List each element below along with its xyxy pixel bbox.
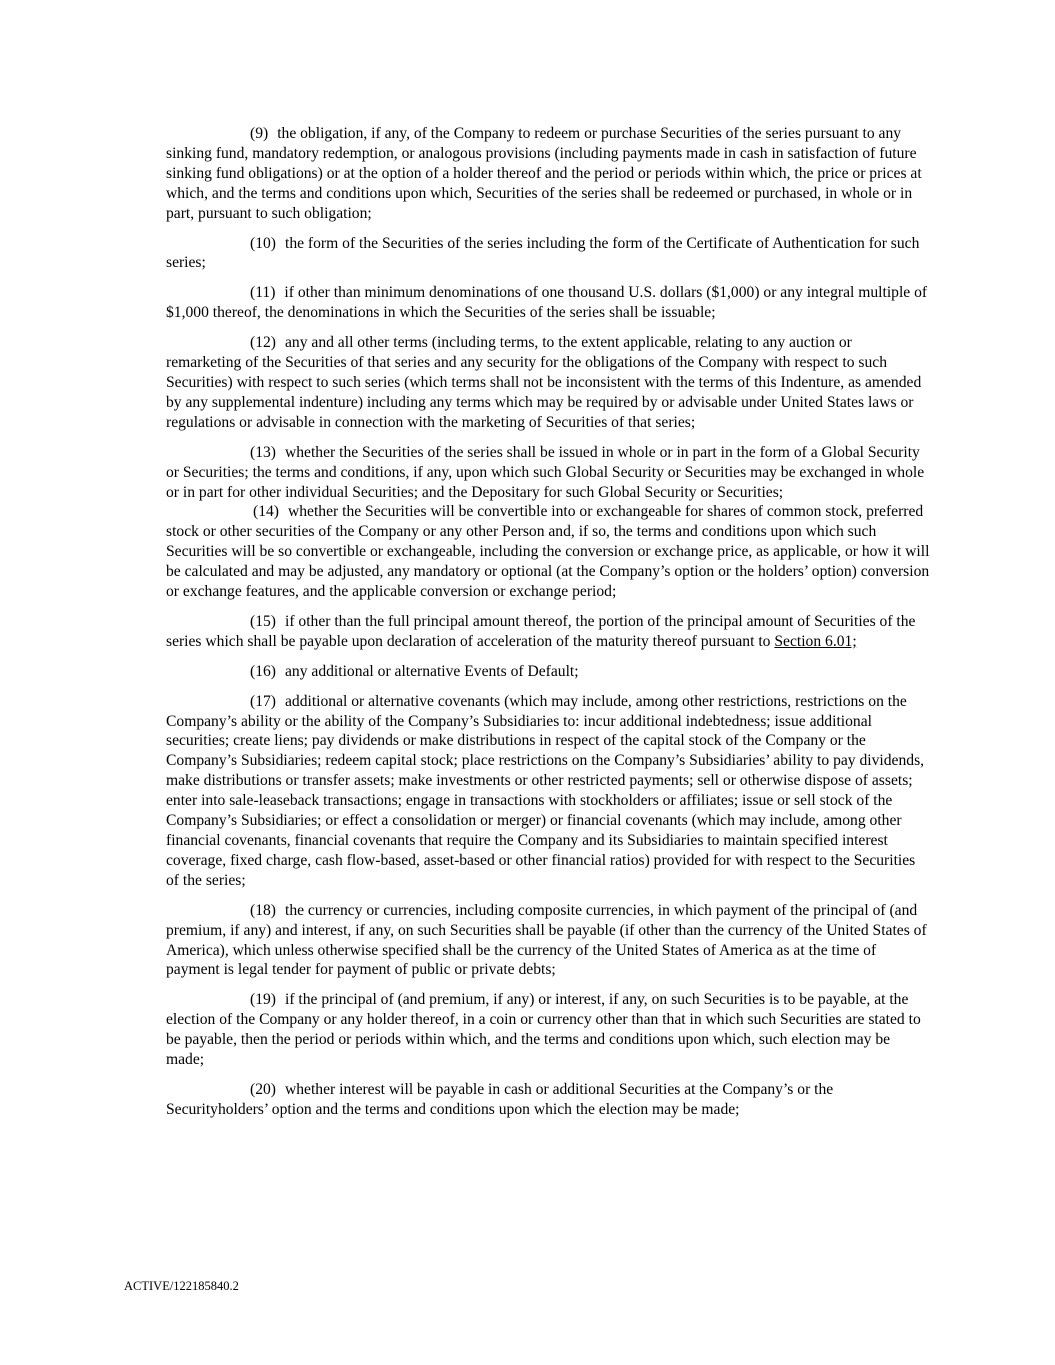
clause-12 <box>166 333 930 433</box>
clause-16 <box>166 662 930 682</box>
clause-text: if other than minimum denominations of one thousand U.S. dollars ($1,000) or any integral multiple of $1,000 thereof, the denominations in which the Securities of the series shall be issuable; <box>166 284 928 322</box>
clause-11 <box>166 283 930 323</box>
clause-text: the obligation, if any, of the Company to redeem or purchase Securities of the series pursuant to any sinking fund, mandatory redemption, or analogous provisions (including payments made in cash in satisfaction of future sinking fund obligations) or at the option of a holder thereof and the period or periods within which, the price or prices at which, and the terms and conditions upon which, Securities of the series shall be redeemed or purchased, in whole or in part, pursuant to such obligation; <box>166 125 922 222</box>
clause-number: (14) <box>253 503 279 521</box>
clause-10 <box>166 234 930 274</box>
clause-17 <box>166 692 930 891</box>
clause-number: (16) <box>250 662 276 680</box>
document-body <box>166 124 930 1130</box>
clause-text: any additional or alternative Events of Default; <box>284 662 579 680</box>
document-footer-id: ACTIVE/122185840.2 <box>124 1279 239 1293</box>
clause-text: if other than the full principal amount thereof, the portion of the principal amount of Securities of the series which shall be payable upon declaration of acceleration of the maturity thereof pursuant to <box>166 612 916 650</box>
clause-number: (17) <box>250 692 276 710</box>
clause-text: if the principal of (and premium, if any) or interest, if any, on such Securities is to be payable, at the election of the Company or any holder thereof, in a coin or currency other than that in which such Securities are stated to be payable, then the period or periods within which, and the terms and conditions upon which, such election may be made; <box>166 991 921 1069</box>
clause-text: additional or alternative covenants (which may include, among other restrictions, restrictions on the Company’s ability or the ability of the Company’s Subsidiaries to: incur additional indebtedness; issue additional securities; create liens; pay dividends or make distributions in respect of the capital stock of the Company or the Company’s Subsidiaries; redeem capital stock; place restrictions on the Company’s Subsidiaries’ ability to pay dividends, make distributions or transfer assets; make investments or other restricted payments; sell or otherwise dispose of assets; enter into sale-leaseback transactions; engage in transactions with stockholders or affiliates; issue or sell stock of the Company’s Subsidiaries; or effect a consolidation or merger) or financial covenants (which may include, among other financial covenants, financial covenants that require the Company and its Subsidiaries to maintain specified interest coverage, fixed charge, cash flow-based, asset-based or other financial ratios) provided for with respect to the Securities of the series; <box>166 692 925 889</box>
clause-number: (20) <box>250 1080 276 1098</box>
clause-number: (18) <box>250 901 276 919</box>
section-reference-link[interactable]: Section 6.01; <box>774 632 857 650</box>
clause-20 <box>166 1080 930 1120</box>
clause-number: (12) <box>250 334 276 352</box>
clause-18 <box>166 901 930 981</box>
clause-9 <box>166 124 930 224</box>
clause-number: (15) <box>250 612 276 630</box>
clause-number: (19) <box>250 991 276 1009</box>
clause-text: whether the Securities will be convertible into or exchangeable for shares of common stock, preferred stock or other securities of the Company or any other Person and, if so, the terms and conditions upon which such Securities will be so convertible or exchangeable, including the conversion or exchange price, as applicable, or how it will be calculated and may be adjusted, any mandatory or optional (at the Company’s option or the holders’ option) conversion or exchange features, and the applicable conversion or exchange period; <box>166 503 930 601</box>
clause-number: (9) <box>250 125 269 142</box>
clause-text: any and all other terms (including terms, to the extent applicable, relating to any auction or remarketing of the Securities of that series and any security for the obligations of the Company with respect to such Securities) with respect to such series (which terms shall not be inconsistent with the terms of this Indenture, as amended by any supplemental indenture) including any terms which may be required by or advisable under United States laws or regulations or advisable in connection with the marketing of Securities of that series; <box>166 334 922 431</box>
clause-number: (11) <box>250 284 276 302</box>
clause-text: whether interest will be payable in cash or additional Securities at the Company’s or the Securityholders’ option and the terms and conditions upon which the election may be made; <box>166 1080 834 1118</box>
clause-number: (10) <box>250 234 276 252</box>
clause-13 <box>166 443 930 503</box>
clause-19 <box>166 990 930 1070</box>
clause-text: whether the Securities of the series shall be issued in whole or in part in the form of a Global Security or Securities; the terms and conditions, if any, upon which such Global Security or Securities may be exchanged in whole or in part for other individual Securities; and the Depositary for such Global Security or Securities; <box>166 443 925 501</box>
clause-text: the currency or currencies, including composite currencies, in which payment of the principal of (and premium, if any) and interest, if any, on such Securities shall be payable (if other than the currency of the United States of America), which unless otherwise specified shall be the currency of the United States of America as at the time of payment is legal tender for payment of public or private debts; <box>166 901 927 979</box>
clause-number: (13) <box>250 443 276 461</box>
clause-14 <box>166 502 930 602</box>
clause-15 <box>166 612 930 652</box>
clause-text: the form of the Securities of the series including the form of the Certificate of Authentication for such series; <box>166 234 920 272</box>
